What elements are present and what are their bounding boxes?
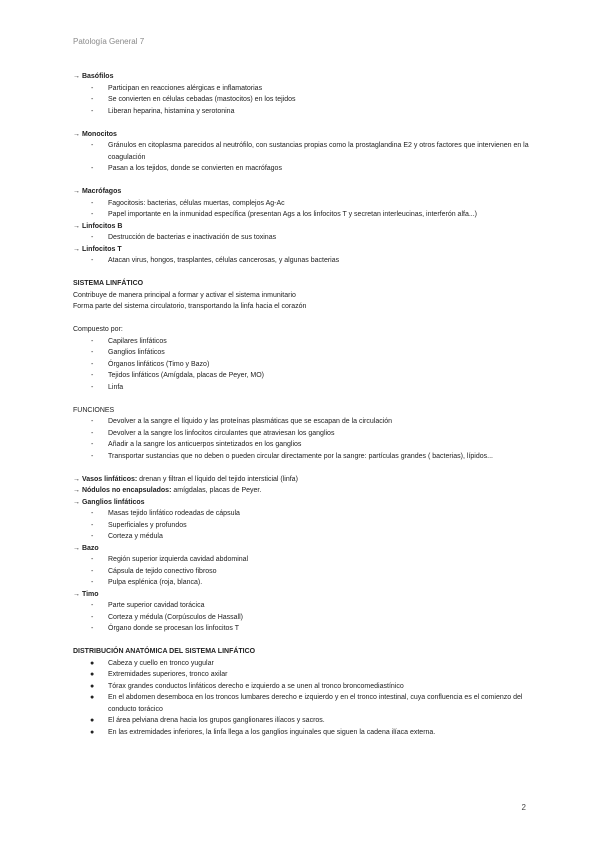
list-item: - Región superior izquierda cavidad abdominal — [73, 554, 531, 566]
dash-bullet: - — [91, 199, 94, 207]
vasos-text: drenan y filtran el líquido del tejido intersticial (linfa) — [139, 475, 298, 483]
dot-bullet: ● — [90, 659, 95, 667]
arrow-icon: → — [73, 498, 80, 506]
bazo-list — [73, 554, 531, 589]
dot-bullet: ● — [90, 694, 95, 701]
section-title: Bazo — [81, 544, 99, 552]
dash-bullet: - — [91, 142, 94, 149]
dash-bullet: - — [91, 372, 94, 379]
dash-bullet: - — [91, 521, 94, 529]
dash-bullet: - — [91, 510, 94, 517]
list-item: ● Cabeza y cuello en tronco yugular — [73, 658, 531, 670]
linfocitos-t-list — [73, 255, 531, 267]
list-item: - Órganos linfáticos (Timo y Bazo) — [73, 359, 531, 371]
distribucion-list — [73, 658, 531, 739]
arrow-icon: → — [73, 475, 80, 483]
section-monocitos — [73, 129, 531, 141]
dash-bullet: - — [91, 602, 94, 609]
distribucion-title: DISTRIBUCIÓN ANATÓMICA DEL SISTEMA LINFÁTICO — [73, 648, 256, 655]
list-item: - Tejidos linfáticos (Amígdala, placas de Peyer, MO) — [73, 370, 531, 382]
dash-bullet: - — [91, 567, 94, 575]
timo-list — [73, 600, 531, 635]
monocitos-list — [73, 140, 531, 175]
dash-bullet: - — [91, 349, 94, 356]
section-linfocitos-t — [73, 244, 531, 256]
dash-bullet: - — [91, 579, 94, 586]
section-bazo — [73, 543, 531, 555]
dash-bullet: - — [91, 165, 94, 172]
dash-bullet: - — [91, 234, 94, 241]
dot-bullet: ● — [90, 671, 95, 678]
section-title: Ganglios linfáticos — [81, 498, 145, 506]
list-item: ● Tórax grandes conductos linfáticos derecho e izquierdo a se unen al tronco broncomediastínico — [73, 681, 531, 693]
vasos-line — [73, 474, 531, 486]
list-item: - Cápsula de tejido conectivo fibroso — [73, 566, 531, 578]
list-item: - Parte superior cavidad torácica — [73, 600, 531, 612]
dash-bullet: - — [91, 84, 94, 92]
list-item: - Ganglios linfáticos — [73, 347, 531, 359]
dot-bullet: ● — [90, 682, 95, 690]
ganglios-list — [73, 508, 531, 543]
list-item: - Papel importante en la inmunidad específica (presentan Ags a los linfocitos T y secretan interleucinas, interferón alfa...) — [73, 209, 531, 221]
list-item: - Linfa — [73, 382, 531, 394]
dash-bullet: - — [91, 429, 94, 437]
dash-bullet: - — [91, 107, 94, 115]
list-item: - Corteza y médula (Corpúsculos de Hassall) — [73, 612, 531, 624]
list-item: - Corteza y médula — [73, 531, 531, 543]
section-title: Linfocitos T — [81, 245, 122, 253]
dot-bullet: ● — [90, 728, 95, 736]
compuesto-label: Compuesto por: — [73, 326, 123, 333]
nodulos-text: amígdalas, placas de Peyer. — [173, 487, 262, 494]
document-body — [73, 71, 531, 738]
list-item: - Masas tejido linfático rodeadas de cápsula — [73, 508, 531, 520]
dash-bullet: - — [91, 613, 94, 621]
list-item: - Se convierten en células cebadas (mastocitos) en los tejidos — [73, 94, 531, 106]
dash-bullet: - — [91, 257, 94, 264]
list-item: ● El área pelviana drena hacia los grupos ganglionares ilíacos y sacros. — [73, 715, 531, 727]
list-item: - Devolver a la sangre los linfocitos circulantes que atraviesan los ganglios — [73, 428, 531, 440]
dot-bullet: ● — [90, 717, 95, 724]
section-ganglios — [73, 497, 531, 509]
list-item: - Fagocitosis: bacterias, células muertas, complejos Ag-Ac — [73, 198, 531, 210]
list-item: - Liberan heparina, histamina y serotonina — [73, 106, 531, 118]
funciones-label: FUNCIONES — [73, 406, 115, 414]
list-item: ● En las extremidades inferiores, la linfa llega a los ganglios inguinales que siguen la cadena ilíaca externa. — [73, 727, 531, 739]
dash-bullet: - — [91, 441, 94, 448]
vasos-title: Vasos linfáticos: — [81, 475, 138, 483]
arrow-icon: → — [73, 222, 80, 230]
list-item: - Superficiales y profundos — [73, 520, 531, 532]
list-item: - Destrucción de bacterias e inactivación de sus toxinas — [73, 232, 531, 244]
compuesto-list — [73, 336, 531, 394]
macrofagos-list — [73, 198, 531, 221]
section-linfocitos-b — [73, 221, 531, 233]
dash-bullet: - — [91, 383, 94, 391]
section-timo — [73, 589, 531, 601]
section-title: Basófilos — [81, 73, 114, 80]
list-item: ● Extremidades superiores, tronco axilar — [73, 669, 531, 681]
dash-bullet: - — [91, 211, 94, 218]
list-item: - Atacan virus, hongos, trasplantes, células cancerosas, y algunas bacterias — [73, 255, 531, 267]
list-item: - Participan en reacciones alérgicas e inflamatorias — [73, 83, 531, 95]
list-item: - Añadir a la sangre los anticuerpos sintetizados en los ganglios — [73, 439, 531, 451]
basofilos-list — [73, 83, 531, 118]
arrow-icon: → — [73, 73, 80, 80]
nodulos-line — [73, 485, 531, 497]
section-title: Monocitos — [81, 130, 117, 138]
list-item: - Capilares linfáticos — [73, 336, 531, 348]
dash-bullet: - — [91, 418, 94, 425]
arrow-icon: → — [73, 590, 80, 598]
list-item: - Pasan a los tejidos, donde se convierten en macrófagos — [73, 163, 531, 175]
dash-bullet: - — [91, 452, 94, 460]
sistema-title: SISTEMA LINFÁTICO — [73, 280, 144, 287]
sistema-line-2: Forma parte del sistema circulatorio, transportando la linfa hacia el corazón — [73, 303, 307, 310]
dash-bullet: - — [91, 360, 94, 368]
section-title: Linfocitos B — [81, 222, 123, 230]
section-title: Macrófagos — [81, 188, 122, 195]
page-header: Patología General 7 — [73, 37, 145, 46]
arrow-icon: → — [73, 130, 80, 138]
list-item: - Gránulos en citoplasma parecidos al neutrófilo, con sustancias propias como la prostaglandina E2 y otros factores que intervienen en la coagulación — [91, 142, 529, 161]
dash-bullet: - — [91, 533, 94, 540]
arrow-icon: → — [73, 544, 80, 552]
sistema-line-1: Contribuye de manera principal a formar y activar el sistema inmunitario — [73, 291, 296, 299]
section-macrofagos — [73, 186, 531, 198]
dash-bullet: - — [91, 625, 94, 632]
arrow-icon: → — [73, 487, 80, 494]
dash-bullet: - — [91, 337, 94, 345]
page-number: 2 — [521, 803, 526, 812]
linfocitos-b-list — [73, 232, 531, 244]
list-item: - Órgano donde se procesan los linfocitos T — [73, 623, 531, 635]
section-title: Timo — [81, 590, 99, 598]
nodulos-title: Nódulos no encapsulados: — [81, 487, 172, 494]
arrow-icon: → — [73, 188, 80, 195]
dash-bullet: - — [91, 556, 94, 563]
section-basofilos — [73, 71, 531, 83]
funciones-list — [73, 416, 531, 462]
list-item: - Transportar sustancias que no deben o pueden circular directamente por la sangre: partículas grandes ( bacterias), lípidos... — [73, 451, 531, 463]
list-item: - Pulpa esplénica (roja, blanca). — [73, 577, 531, 589]
list-item: ● En el abdomen desemboca en los troncos lumbares derecho e izquierdo y en el tronco intestinal, cuya confluencia es el comienzo del conducto torácico — [90, 694, 523, 713]
list-item: - Devolver a la sangre el líquido y las proteínas plasmáticas que se escapan de la circulación — [73, 416, 531, 428]
dash-bullet: - — [91, 96, 94, 103]
arrow-icon: → — [73, 245, 80, 253]
